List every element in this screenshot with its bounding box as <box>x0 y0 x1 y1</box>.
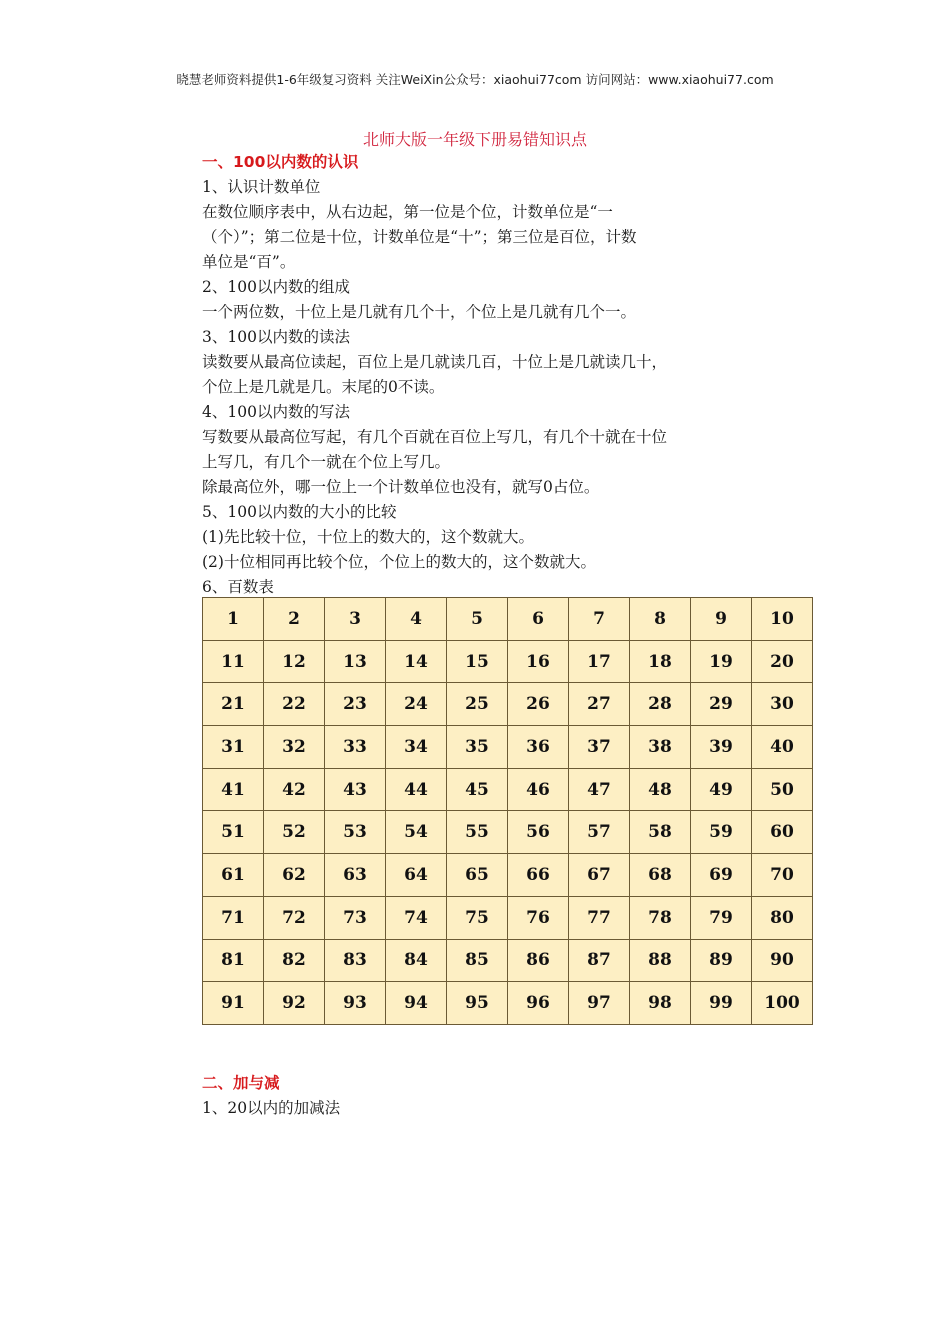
text-line: 6、百数表 <box>202 578 274 596</box>
table-cell: 80 <box>752 896 813 939</box>
text-line: 读数要从最高位读起，百位上是几就读几百，十位上是几就读几十， <box>202 353 668 371</box>
table-cell: 39 <box>691 726 752 769</box>
table-cell: 2 <box>264 598 325 641</box>
table-cell: 67 <box>569 854 630 897</box>
table-cell: 22 <box>264 683 325 726</box>
table-cell: 17 <box>569 640 630 683</box>
table-cell: 28 <box>630 683 691 726</box>
table-cell: 36 <box>508 726 569 769</box>
table-cell: 11 <box>203 640 264 683</box>
table-row <box>203 811 813 854</box>
table-cell: 42 <box>264 768 325 811</box>
text-line: 2、100以内数的组成 <box>202 278 350 296</box>
table-cell: 82 <box>264 939 325 982</box>
table-cell: 61 <box>203 854 264 897</box>
table-row <box>203 982 813 1025</box>
table-cell: 5 <box>447 598 508 641</box>
document-title: 北师大版一年级下册易错知识点 <box>362 130 587 149</box>
table-cell: 81 <box>203 939 264 982</box>
table-cell: 1 <box>203 598 264 641</box>
table-cell: 95 <box>447 982 508 1025</box>
table-cell: 6 <box>508 598 569 641</box>
table-cell: 9 <box>691 598 752 641</box>
text-line: （个）”；第二位是十位，计数单位是“十”；第三位是百位，计数 <box>202 228 637 246</box>
table-cell: 31 <box>203 726 264 769</box>
section-2 <box>202 1071 822 1121</box>
table-cell: 41 <box>203 768 264 811</box>
text-line: 3、100以内数的读法 <box>202 328 350 346</box>
table-cell: 30 <box>752 683 813 726</box>
table-cell: 71 <box>203 896 264 939</box>
section-1-heading: 一、100以内数的认识 <box>202 153 359 171</box>
table-cell: 88 <box>630 939 691 982</box>
table-cell: 32 <box>264 726 325 769</box>
table-cell: 85 <box>447 939 508 982</box>
table-cell: 69 <box>691 854 752 897</box>
table-cell: 54 <box>386 811 447 854</box>
table-cell: 4 <box>386 598 447 641</box>
text-line: 在数位顺序表中，从右边起，第一位是个位，计数单位是“一 <box>202 203 613 221</box>
text-line: 上写几，有几个一就在个位上写几。 <box>202 453 451 471</box>
table-cell: 56 <box>508 811 569 854</box>
table-cell: 13 <box>325 640 386 683</box>
table-row <box>203 683 813 726</box>
table-cell: 64 <box>386 854 447 897</box>
table-cell: 33 <box>325 726 386 769</box>
table-cell: 49 <box>691 768 752 811</box>
table-cell: 72 <box>264 896 325 939</box>
table-row <box>203 768 813 811</box>
table-cell: 26 <box>508 683 569 726</box>
table-cell: 89 <box>691 939 752 982</box>
table-cell: 15 <box>447 640 508 683</box>
text-line: 除最高位外，哪一位上一个计数单位也没有，就写0占位。 <box>202 478 600 496</box>
table-cell: 97 <box>569 982 630 1025</box>
table-cell: 50 <box>752 768 813 811</box>
table-cell: 24 <box>386 683 447 726</box>
table-row <box>203 854 813 897</box>
table-cell: 77 <box>569 896 630 939</box>
table-cell: 45 <box>447 768 508 811</box>
section-1 <box>202 150 822 600</box>
table-cell: 25 <box>447 683 508 726</box>
table-row <box>203 896 813 939</box>
page-header: 晓慧老师资料提供1-6年级复习资料 关注WeiXin公众号：xiaohui77com 访问网站：www.xiaohui77.com <box>176 72 774 87</box>
table-row <box>203 726 813 769</box>
table-cell: 78 <box>630 896 691 939</box>
table-cell: 86 <box>508 939 569 982</box>
text-line: (1)先比较十位，十位上的数大的，这个数就大。 <box>202 528 534 546</box>
text-line: 单位是“百”。 <box>202 253 296 271</box>
table-cell: 48 <box>630 768 691 811</box>
table-cell: 96 <box>508 982 569 1025</box>
table-cell: 73 <box>325 896 386 939</box>
table-cell: 19 <box>691 640 752 683</box>
table-cell: 52 <box>264 811 325 854</box>
table-row <box>203 640 813 683</box>
table-cell: 94 <box>386 982 447 1025</box>
table-cell: 8 <box>630 598 691 641</box>
text-line: 1、20以内的加减法 <box>202 1099 341 1117</box>
table-cell: 75 <box>447 896 508 939</box>
table-cell: 7 <box>569 598 630 641</box>
text-line: 1、认识计数单位 <box>202 178 321 196</box>
table-cell: 98 <box>630 982 691 1025</box>
table-cell: 70 <box>752 854 813 897</box>
section-2-heading: 二、加与减 <box>202 1074 280 1092</box>
table-row <box>203 598 813 641</box>
table-cell: 92 <box>264 982 325 1025</box>
table-cell: 20 <box>752 640 813 683</box>
table-cell: 12 <box>264 640 325 683</box>
text-line: 4、100以内数的写法 <box>202 403 350 421</box>
table-cell: 47 <box>569 768 630 811</box>
table-cell: 51 <box>203 811 264 854</box>
table-cell: 59 <box>691 811 752 854</box>
table-cell: 83 <box>325 939 386 982</box>
table-cell: 18 <box>630 640 691 683</box>
table-cell: 63 <box>325 854 386 897</box>
table-cell: 53 <box>325 811 386 854</box>
table-cell: 99 <box>691 982 752 1025</box>
table-cell: 21 <box>203 683 264 726</box>
table-row <box>203 939 813 982</box>
table-cell: 66 <box>508 854 569 897</box>
table-cell: 60 <box>752 811 813 854</box>
table-cell: 62 <box>264 854 325 897</box>
table-cell: 90 <box>752 939 813 982</box>
table-cell: 76 <box>508 896 569 939</box>
table-cell: 93 <box>325 982 386 1025</box>
table-cell: 14 <box>386 640 447 683</box>
table-cell: 43 <box>325 768 386 811</box>
table-cell: 91 <box>203 982 264 1025</box>
table-cell: 65 <box>447 854 508 897</box>
table-cell: 84 <box>386 939 447 982</box>
table-cell: 38 <box>630 726 691 769</box>
table-cell: 46 <box>508 768 569 811</box>
table-cell: 16 <box>508 640 569 683</box>
text-line: (2)十位相同再比较个位，个位上的数大的，这个数就大。 <box>202 553 596 571</box>
table-cell: 3 <box>325 598 386 641</box>
table-cell: 57 <box>569 811 630 854</box>
table-cell: 100 <box>752 982 813 1025</box>
table-cell: 87 <box>569 939 630 982</box>
table-cell: 10 <box>752 598 813 641</box>
table-cell: 79 <box>691 896 752 939</box>
table-cell: 74 <box>386 896 447 939</box>
table-cell: 23 <box>325 683 386 726</box>
text-line: 写数要从最高位写起，有几个百就在百位上写几，有几个十就在十位 <box>202 428 668 446</box>
table-cell: 29 <box>691 683 752 726</box>
table-cell: 27 <box>569 683 630 726</box>
table-cell: 68 <box>630 854 691 897</box>
text-line: 5、100以内数的大小的比较 <box>202 503 397 521</box>
text-line: 个位上是几就是几。末尾的0不读。 <box>202 378 445 396</box>
hundred-table <box>202 597 813 1025</box>
table-cell: 35 <box>447 726 508 769</box>
table-cell: 40 <box>752 726 813 769</box>
table-cell: 34 <box>386 726 447 769</box>
table-cell: 44 <box>386 768 447 811</box>
table-cell: 58 <box>630 811 691 854</box>
table-cell: 55 <box>447 811 508 854</box>
table-cell: 37 <box>569 726 630 769</box>
text-line: 一个两位数，十位上是几就有几个十，个位上是几就有几个一。 <box>202 303 637 321</box>
